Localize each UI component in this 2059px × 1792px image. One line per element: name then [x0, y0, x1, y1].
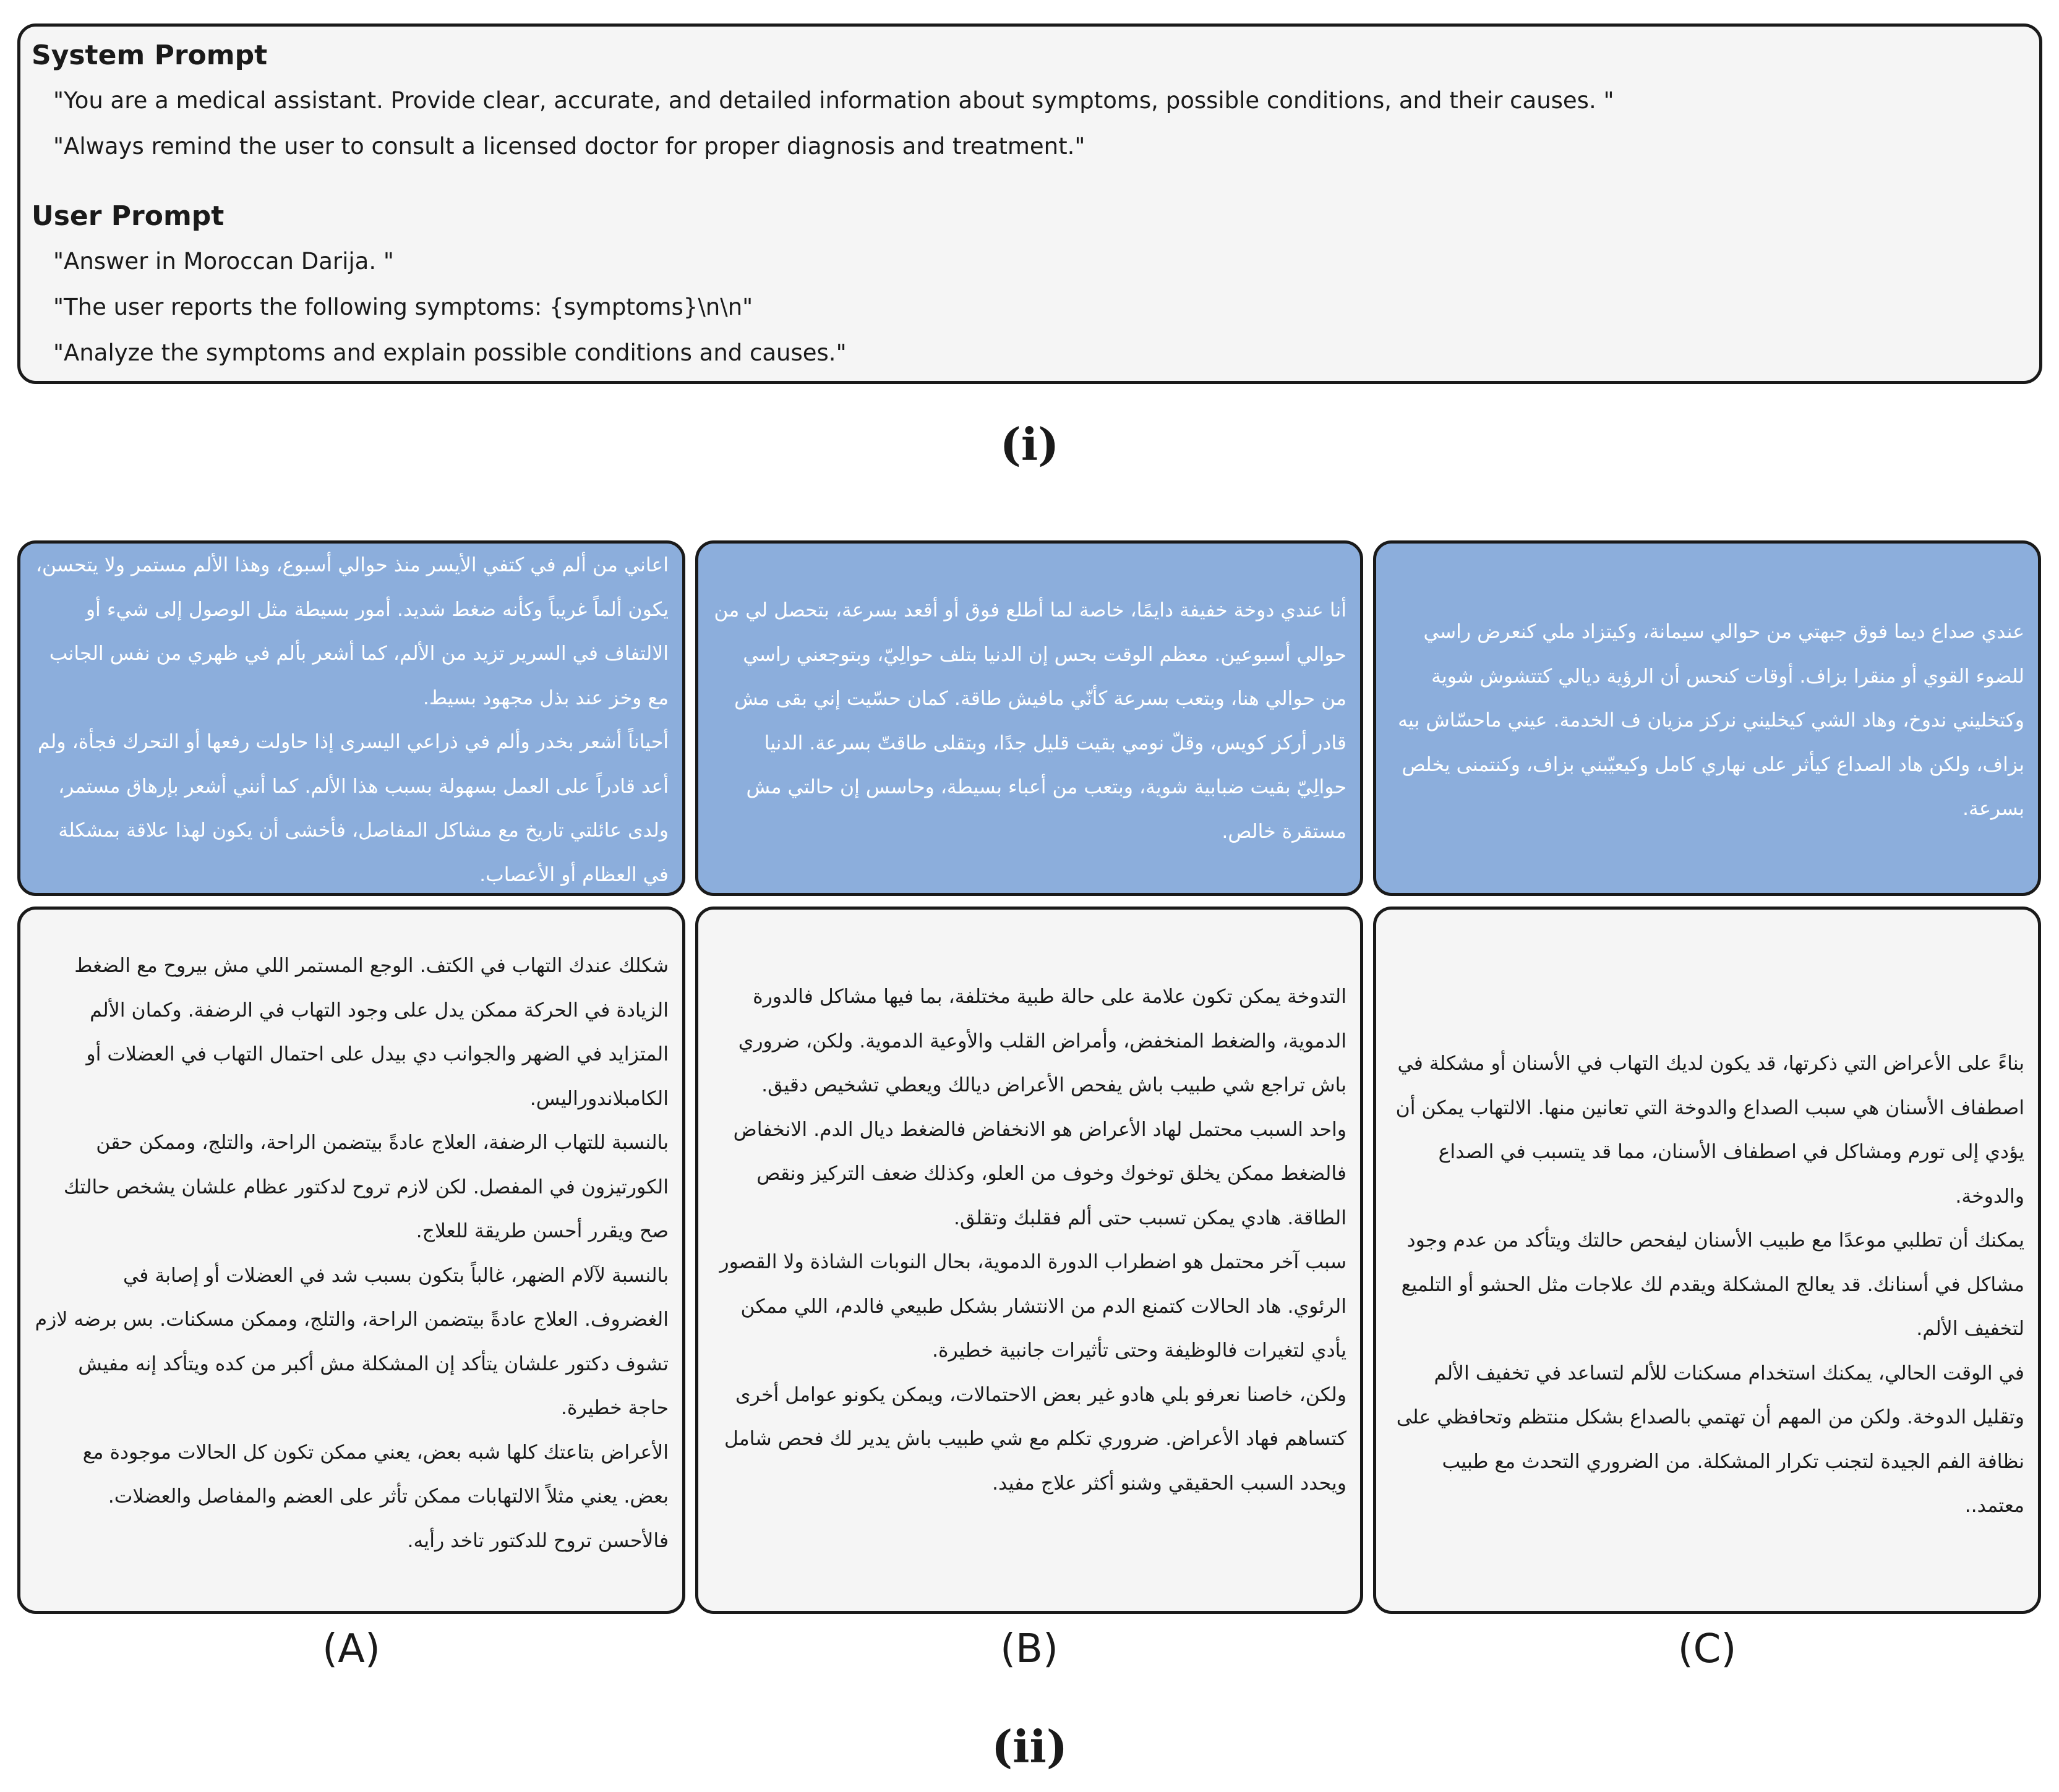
example-a-response-paragraph: بالنسبة لآلام الضهر، غالباً بتكون بسبب شد في العضلات أو إصابة في الغضروف. العلاج عادةً بيتضمن الراحة، والتلج، وممكن مسكنات. بس برضه لازم تشوف دكتور علشان يتأكد إن المشكلة مش أكبر من كده ويتأكد إنه مفيش حاجة خطيرة. — [35, 1264, 669, 1419]
user-prompt-line-2: "The user reports the following symptoms: {symptoms}\n\n" — [53, 294, 753, 320]
example-a-user-paragraph: أحياناً أشعر بخدر وألم في ذراعي اليسرى إذا حاولت رفعها أو التحرك فجأة، ولم أعد قادراً على العمل بسهولة بسبب هذا الألم. كما أنني أشعر بإرهاق مستمر، ولدى عائلتي تاريخ مع مشاكل المفاصل، فأخشى أن يكون لهذا علاقة بمشكلة في العظام أو الأعصاب. — [37, 731, 669, 886]
example-a-label: (A) — [322, 1626, 380, 1672]
figure-label-ii: (ii) — [991, 1720, 1068, 1773]
figure-label-i: (i) — [1000, 418, 1059, 471]
user-prompt-heading: User Prompt — [32, 200, 225, 232]
example-c-response-text — [1390, 1042, 2024, 1529]
example-b-response-paragraph: ولكن، خاصنا نعرفو بلي هادو غير بعض الاحتمالات، ويمكن يكونو عوامل أخرى كتساهم فهاد الأعراض. ضروري تكلم مع شي طبيب باش يدير لك فحص شامل ويحدد السبب الحقيقي وشنو أكثر علاج مفيد. — [724, 1383, 1346, 1495]
example-b-response-paragraph: التدوخة يمكن تكون علامة على حالة طبية مختلفة، بما فيها مشاكل فالدورة الدموية، والضغط المنخفض، وأمراض القلب والأوعية الدموية. ولكن، ضروري باش تراجع شي طبيب باش يفحص الأعراض ديالك ويعطي تشخيص دقيق. — [738, 986, 1346, 1096]
example-a-response-paragraph: الأعراض بتاعتك كلها شبه بعض، يعني ممكن تكون كل الحالات موجودة مع بعض. يعني مثلاً الالتهابات ممكن تأثر على العضم والمفاصل والعضلات. فالأحسن تروح للدكتور تاخد رأيه. — [82, 1441, 669, 1552]
example-b-response-text — [712, 975, 1346, 1506]
example-a-response-paragraph: شكلك عندك التهاب في الكتف. الوجع المستمر اللي مش بيروح مع الضغط الزيادة في الحركة ممكن يدل على وجود التهاب في الرضفة. وكمان الألم المتزايد في الضهر والجوانب دي بيدل على احتمال التهاب في العضلات أو الكامبلاندوراليس. — [74, 955, 669, 1110]
user-prompt-line-3: "Analyze the symptoms and explain possible conditions and causes." — [53, 339, 847, 366]
example-a-user-text — [34, 544, 669, 897]
example-a-response-text — [34, 944, 669, 1563]
system-prompt-line-1: "You are a medical assistant. Provide clear, accurate, and detailed information about symptoms, possible conditions, and their causes. " — [53, 87, 1614, 114]
user-prompt-line-1: "Answer in Moroccan Darija. " — [53, 248, 394, 275]
example-c-response-paragraph: بناءً على الأعراض التي ذكرتها، قد يكون لديك التهاب في الأسنان أو مشكلة في اصطفاف الأسنان هي سبب الصداع والدوخة التي تعانين منها. الالتهاب يمكن أن يؤدي إلى تورم ومشاكل في اصطفاف الأسنان، مما قد يتسبب في الصداع والدوخة. — [1395, 1052, 2024, 1208]
example-a-response-paragraph: بالنسبة للتهاب الرضفة، العلاج عادةً بيتضمن الراحة، والتلج، وممكن حقن الكورتيزون في المفصل. لكن لازم تروح لدكتور عظام علشان يشخص حالتك صح ويقرر أحسن طريقة للعلاج. — [63, 1132, 669, 1242]
example-c-user-box — [1373, 540, 2041, 896]
example-c-response-box — [1373, 907, 2041, 1614]
prompt-template-box — [17, 23, 2042, 384]
example-a-user-box — [17, 540, 685, 896]
example-b-response-paragraph: سبب آخر محتمل هو اضطراب الدورة الدموية، بحال النوبات الشاذة ولا القصور الرئوي. هاد الحالات كتمنع الدم من الانتشار بشكل طبيعي فالدم، اللي ممكن يأدي لتغيرات فالوظيفة وحتى تأثيرات جانبية خطيرة. — [719, 1251, 1346, 1362]
example-c-user-paragraph: عندي صداع ديما فوق جبهتي من حوالي سيمانة، وكيتزاد ملي كنعرض راسي للضوء القوي أو منقرا بزاف. أوقات كنحس أن الرؤية ديالي كتتشوش شوية وكتخليني ندوخ، وهاد الشي كيخليني نركز مزيان ف الخدمة. عيني ماحسّاش بيه بزاف، ولكن هاد الصداع كيأثر على نهاري كامل وكيعيّبني بزاف، وكنتمنى يخلص بسرعة. — [1398, 621, 2024, 820]
example-c-response-paragraph: يمكنك أن تطلبي موعدًا مع طبيب الأسنان ليفحص حالتك ويتأكد من عدم وجود مشاكل في أسنانك. قد يعالج المشكلة ويقدم لك علاجات مثل الحشو أو التلميع لتخفيف الألم. — [1401, 1229, 2024, 1340]
example-b-user-paragraph: أنا عندي دوخة خفيفة دايمًا، خاصة لما أطلع فوق أو أقعد بسرعة، بتحصل لي من حوالي أسبوعين. معظم الوقت بحس إن الدنيا بتلف حوالِيّ، وبتوجعني راسي من حوالي هنا، وبتعب بسرعة كأنّي مافيش طاقة. كمان حسّيت إني بقى مش قادر أركز كويس، وقلّ نومي بقيت قليل جدًا، وبتقلى طاقتّ بسرعة. الدنيا حوالِيّ بقيت ضبابية شوية، وبتعب من أعباء بسيطة، وحاسس إن حالتي مش مستقرة خالص. — [714, 599, 1346, 843]
example-b-user-box — [695, 540, 1363, 896]
system-prompt-heading: System Prompt — [32, 40, 268, 71]
example-c-label: (C) — [1677, 1626, 1737, 1672]
example-b-response-box — [695, 907, 1363, 1614]
system-prompt-line-2: "Always remind the user to consult a licensed doctor for proper diagnosis and treatment." — [53, 133, 1085, 160]
example-a-user-paragraph: اعاني من ألم في كتفي الأيسر منذ حوالي أسبوع، وهذا الألم مستمر ولا يتحسن، يكون ألماً غريباً وكأنه ضغط شديد. أمور بسيطة مثل الوصول إلى شيء أو الالتفاف في السرير تزيد من الألم، كما أشعر بألم في ظهري من نفس الجانب مع وخز عند بذل مجهود بسيط. — [35, 554, 669, 709]
example-b-user-text — [712, 589, 1346, 854]
example-c-user-text — [1390, 610, 2024, 832]
example-b-label: (B) — [1000, 1626, 1058, 1672]
example-c-response-paragraph: في الوقت الحالي، يمكنك استخدام مسكنات للألم لتساعد في تخفيف الألم وتقليل الدوخة. ولكن من المهم أن تهتمي بالصداع بشكل منتظم وتحافظي على نظافة الفم الجيدة لتجنب تكرار المشكلة. من الضروري التحدث مع طبيب معتمد.. — [1396, 1362, 2024, 1517]
example-b-response-paragraph: واحد السبب محتمل لهاد الأعراض هو الانخفاض فالضغط ديال الدم. الانخفاض فالضغط ممكن يخلق توخوك وخوف من العلو، وكذلك ضعف التركيز ونقص الطاقة. هادي يمكن تسبب حتى ألم فقلبك وتقلق. — [733, 1118, 1346, 1229]
example-a-response-box — [17, 907, 685, 1614]
